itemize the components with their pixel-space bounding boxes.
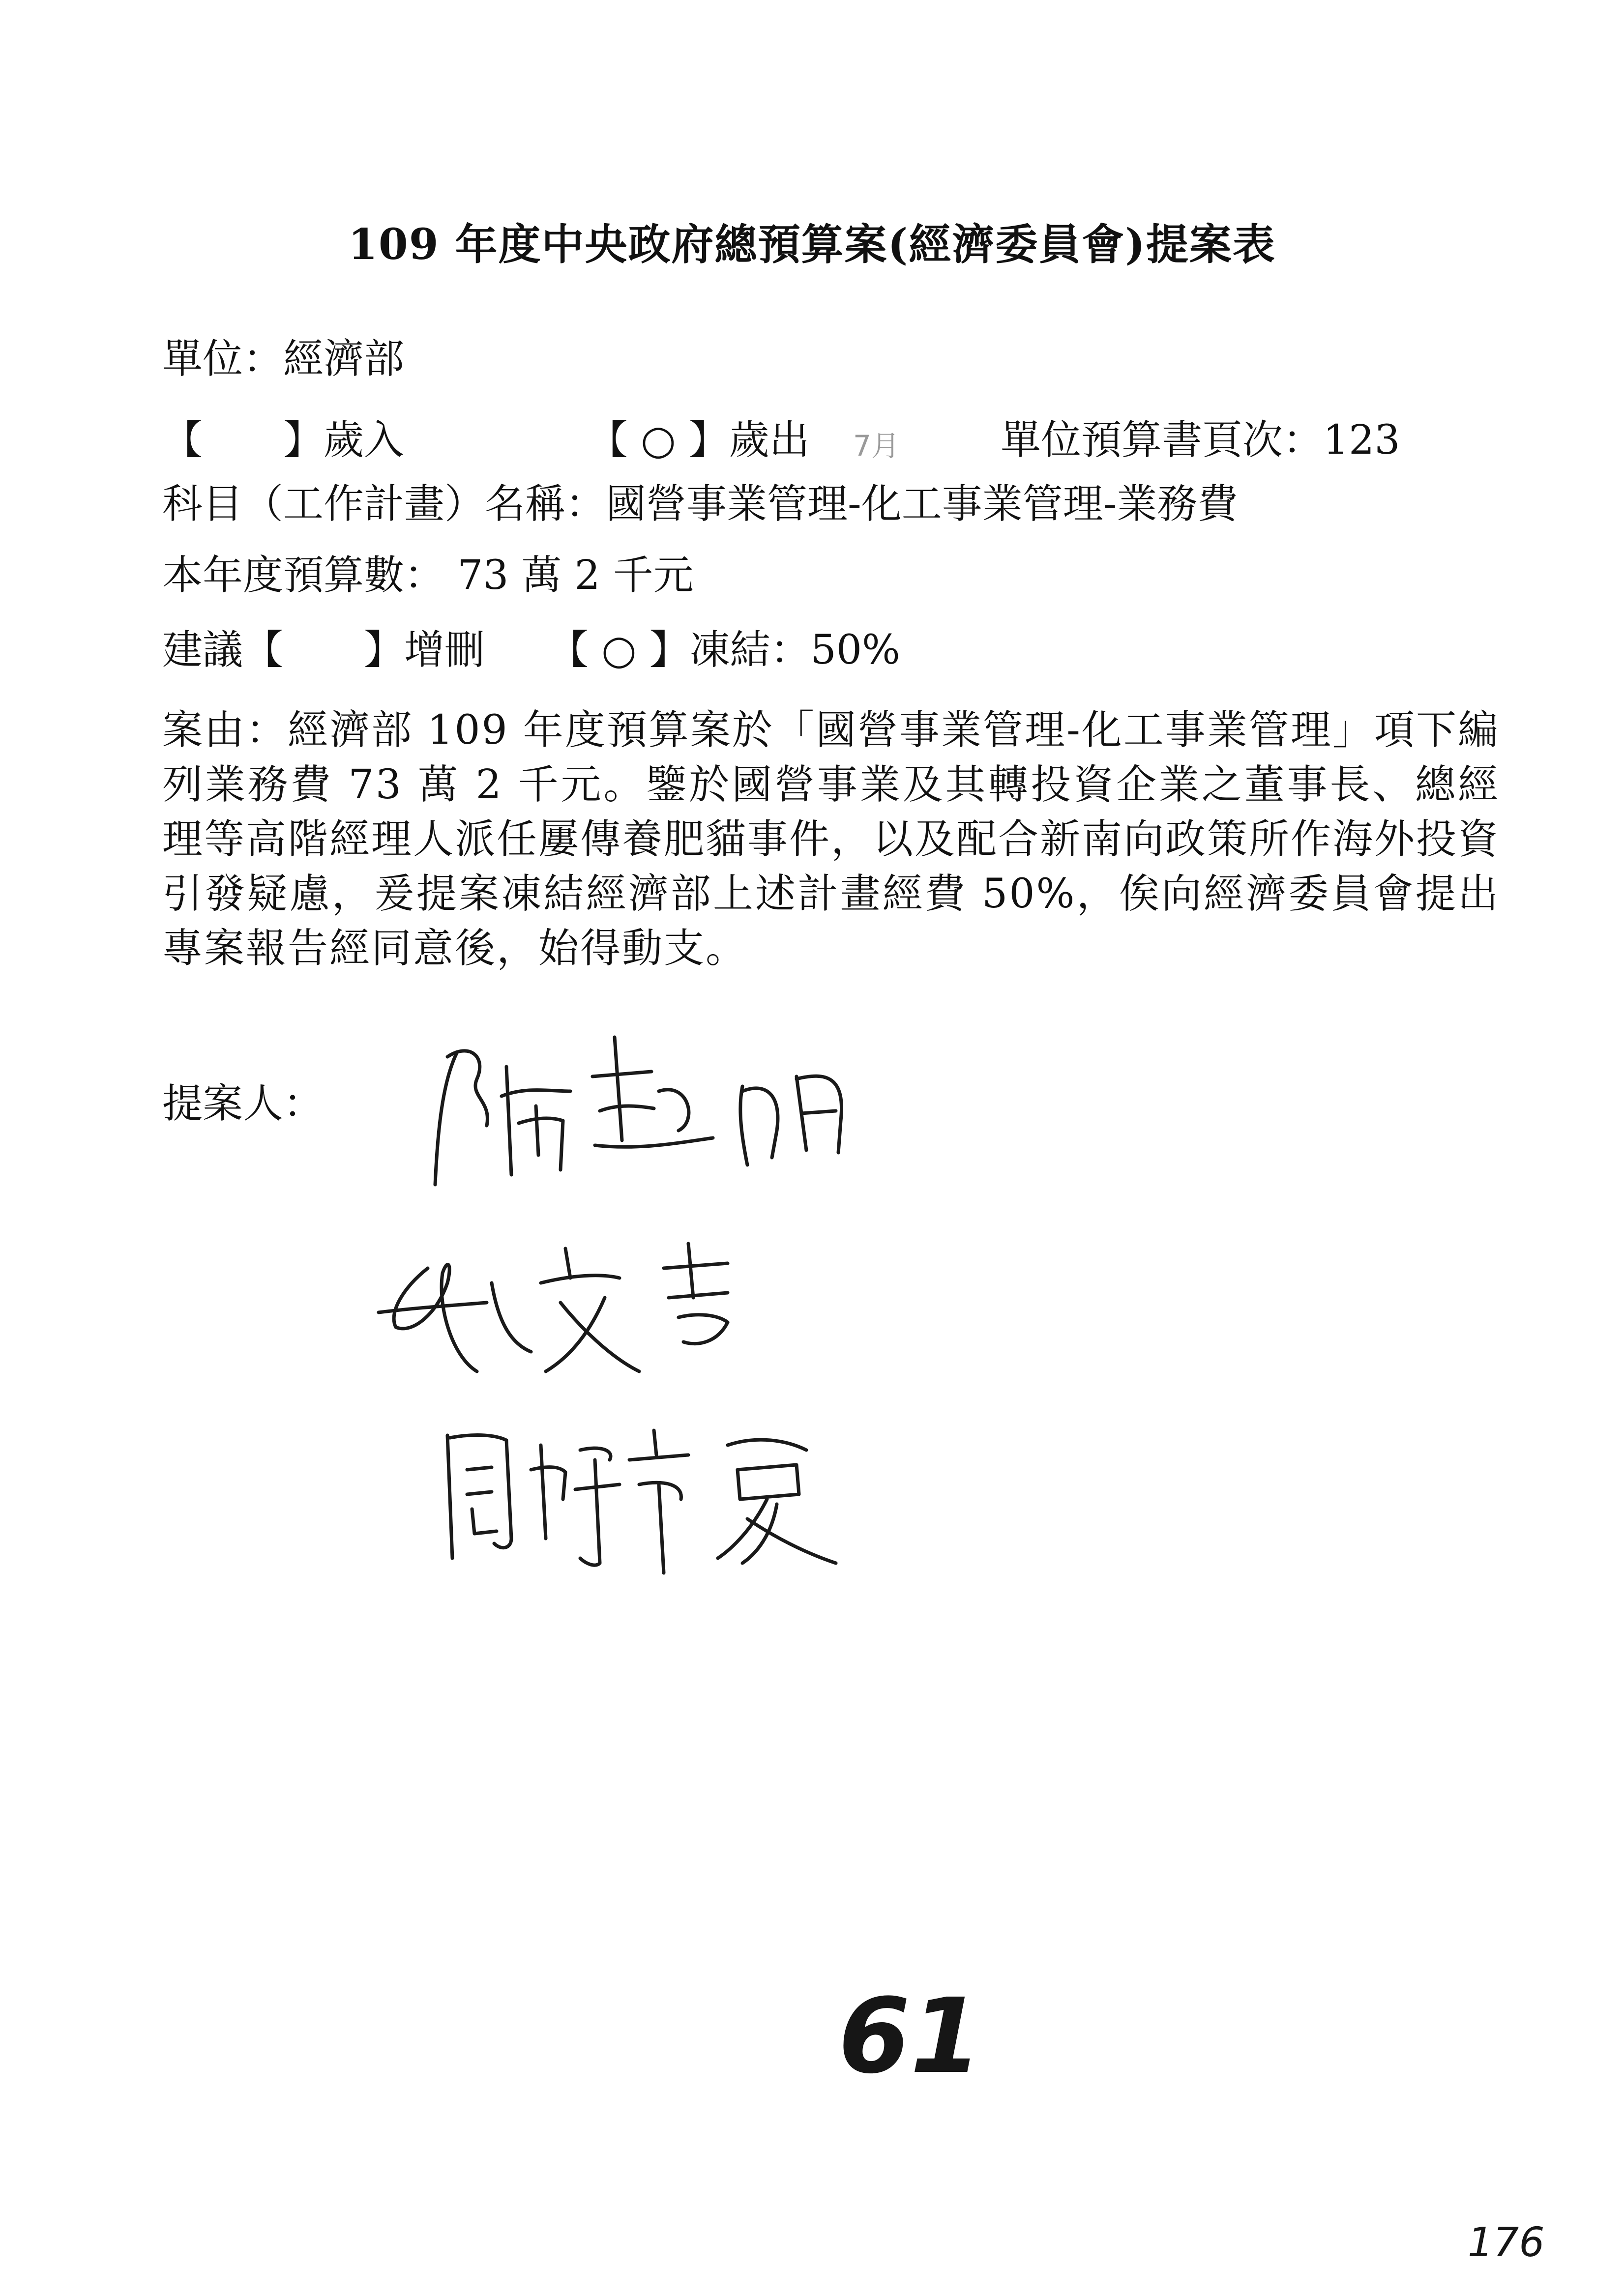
subject-name: 科目（工作計畫）名稱：國營事業管理-化工事業管理-業務費 — [162, 481, 1238, 527]
signature-2 — [374, 1229, 816, 1391]
document-title: 109 年度中央政府總預算案(經濟委員會)提案表 — [348, 220, 1276, 269]
budget-amount: 本年度預算數： 73 萬 2 千元 — [162, 552, 694, 599]
proposer-label: 提案人： — [162, 1080, 324, 1127]
suggest-add-remove-label: 建議【 】增刪 — [162, 627, 485, 673]
budget-book-page-ref: 單位預算書頁次：123 — [1001, 417, 1400, 464]
expenditure-checkbox-label: 【 ○ 】歲出 — [588, 417, 810, 464]
freeze-label: 【 ○ 】凍結：50% — [548, 627, 900, 673]
unit-line: 單位：經濟部 — [162, 336, 405, 382]
sheet-number: 176 — [1468, 2219, 1545, 2266]
signature-1 — [423, 1022, 939, 1199]
handwritten-note: 7月 — [853, 429, 900, 463]
revenue-checkbox-label: 【 】歲入 — [162, 417, 405, 464]
proposal-reason: 案由：經濟部 109 年度預算案於「國營事業管理-化工事業管理」項下編列業務費 73 萬 2 千元。鑒於國營事業及其轉投資企業之董事長、總經理等高階經理人派任屢傳養肥貓事件，以及配合新南向政策所作海外投資引發疑慮，爰提案凍結經濟部上述計畫經費 50%，俟向經濟委員會提出專案報告經同意後，始得動支。 — [162, 707, 1500, 972]
signature-3 — [433, 1416, 875, 1578]
handwritten-page-number: 61 — [838, 1976, 982, 2096]
